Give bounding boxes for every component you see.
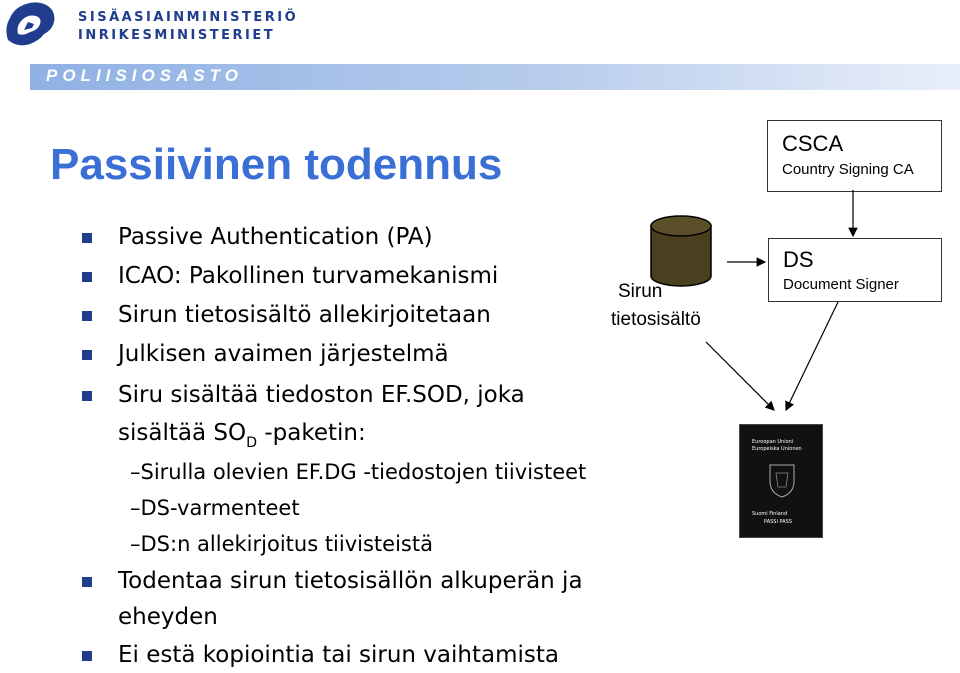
passport-crest-icon <box>768 463 796 499</box>
sod-text-end: -paketin: <box>257 420 366 446</box>
sod-subscript: D <box>246 435 258 451</box>
passport-text: PASSI PASS <box>764 519 792 525</box>
sub-item: –DS:n allekirjoitus tiivisteistä <box>130 532 433 556</box>
passport-text: Euroopan Unioni <box>752 439 794 445</box>
sub-item: –DS-varmenteet <box>130 496 300 520</box>
database-cylinder-icon <box>651 216 711 286</box>
ds-title: DS <box>783 247 814 272</box>
bullet-item: Passive Authentication (PA) <box>118 224 433 250</box>
chip-label-line1: Sirun <box>618 281 663 302</box>
csca-title: CSCA <box>782 131 844 156</box>
passport-icon <box>739 424 823 538</box>
sub-item: –Sirulla olevien EF.DG -tiedostojen tiivisteet <box>130 460 587 484</box>
ds-subtitle: Document Signer <box>783 276 899 293</box>
arrow-icon <box>786 302 838 410</box>
bullet-item: Siru sisältää tiedoston EF.SOD, joka <box>118 382 525 408</box>
department-label: POLIISIOSASTO <box>46 66 243 85</box>
passport-text: Europeiska Unionen <box>752 446 802 452</box>
sod-text: sisältää SO <box>118 420 247 446</box>
ministry-name-finnish: SISÄASIAINMINISTERIÖ <box>78 10 299 25</box>
arrow-icon <box>706 342 774 410</box>
bullet-item: Sirun tietosisältö allekirjoitetaan <box>118 302 491 328</box>
csca-subtitle: Country Signing CA <box>782 161 914 178</box>
bullet-item-continuation: eheyden <box>118 604 218 630</box>
bullet-item: Julkisen avaimen järjestelmä <box>118 341 449 367</box>
chip-label-line2: tietosisältö <box>611 309 701 330</box>
passport-text: Suomi Finland <box>752 511 788 517</box>
ministry-name-swedish: INRIKESMINISTERIET <box>78 28 276 43</box>
bullet-item: ICAO: Pakollinen turvamekanismi <box>118 263 499 289</box>
bullet-item: Ei estä kopiointia tai sirun vaihtamista <box>118 642 559 668</box>
bullet-item: Todentaa sirun tietosisällön alkuperän ja <box>118 568 583 594</box>
slide-title: Passiivinen todennus <box>50 140 503 189</box>
